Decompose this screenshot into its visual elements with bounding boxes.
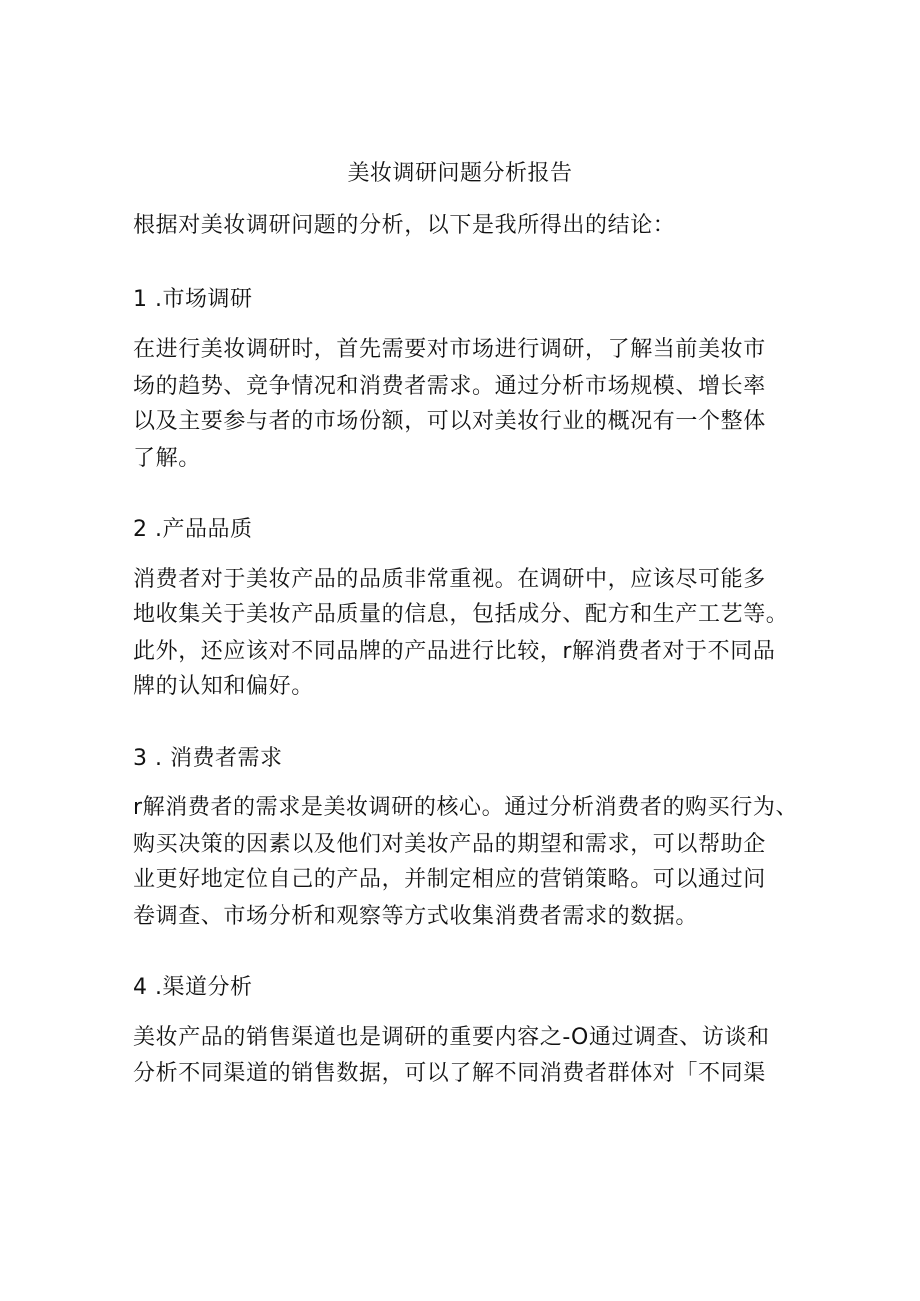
section-4-line: 分析不同渠道的销售数据，可以了解不同消费者群体对「不同渠 [133, 1061, 766, 1086]
section-3-line: r解消费者的需求是美妆调研的核心。通过分析消费者的购买行为、 [133, 795, 799, 820]
intro-paragraph: 根据对美妆调研问题的分析，以下是我所得出的结论： [133, 213, 676, 238]
section-2-line: 消费者对于美妆产品的品质非常重视。在调研中，应该尽可能多 [133, 567, 766, 592]
section-4-line: 美妆产品的销售渠道也是调研的重要内容之-O通过调查、访谈和 [133, 1025, 770, 1050]
section-1-line: 在进行美妆调研时，首先需要对市场进行调研，了解当前美妆市 [133, 337, 766, 362]
section-2-line: 此外，还应该对不同品牌的产品进行比较，r解消费者对于不同品 [133, 639, 776, 664]
section-2-line: 地收集关于美妆产品质量的信息，包括成分、配方和生产工艺等。 [133, 602, 789, 627]
section-2-line: 牌的认知和偏好。 [133, 674, 314, 699]
section-3-heading: 3 . 消费者需求 [133, 746, 283, 771]
section-2-heading: 2 .产品品质 [133, 517, 253, 542]
section-1-line: 场的趋势、竞争情况和消费者需求。通过分析市场规模、增长率 [133, 374, 766, 399]
document-title: 美妆调研问题分析报告 [347, 161, 573, 186]
section-4-heading: 4 .渠道分析 [133, 975, 253, 1000]
section-1-heading: 1 .市场调研 [133, 287, 253, 312]
section-3-line: 购买决策的因素以及他们对美妆产品的期望和需求，可以帮助企 [133, 832, 766, 857]
section-1-line: 了解。 [133, 446, 201, 471]
section-1-line: 以及主要参与者的市场份额，可以对美妆行业的概况有一个整体 [133, 409, 766, 434]
section-3-line: 业更好地定位自己的产品，并制定相应的营销策略。可以通过问 [133, 867, 766, 892]
section-3-line: 卷调查、市场分析和观察等方式收集消费者需求的数据。 [133, 904, 699, 929]
